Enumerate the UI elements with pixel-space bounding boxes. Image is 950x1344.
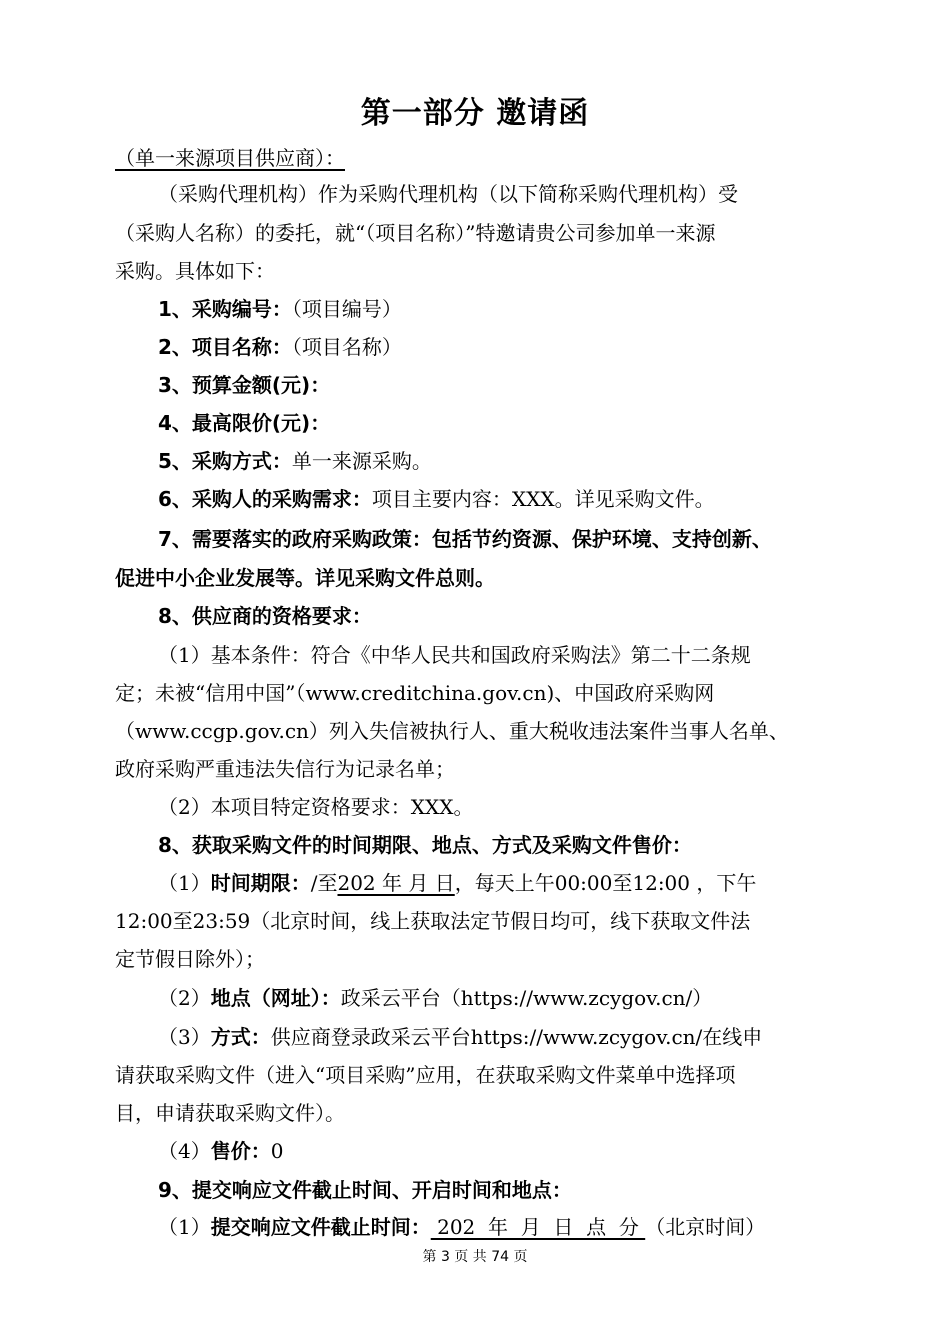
obtain-docs-heading: 8、获取采购文件的时间期限、地点、方式及采购文件售价： [158, 833, 692, 857]
sub-label: 提交响应文件截止时间： [210, 1215, 431, 1239]
intro-line-2: （采购人名称）的委托，就“（项目名称）”特邀请贵公司参加单一来源 [115, 221, 716, 245]
obtain-location [158, 986, 898, 1010]
obtain-method-line-2: 请获取采购文件（进入“项目采购”应用，在获取采购文件菜单中选择项 [115, 1063, 736, 1087]
intro-line-3: 采购。具体如下： [115, 259, 275, 283]
policy-line-1: 7、需要落实的政府采购政策：包括节约资源、保护环境、支持创新、 [158, 527, 772, 551]
item-budget [158, 373, 898, 397]
item-project-name [158, 335, 898, 359]
sub-label: 时间期限： [210, 871, 311, 895]
qualification-line-4: 政府采购严重违法失信行为记录名单； [115, 757, 455, 781]
sub-value: 0 [270, 1139, 284, 1163]
item-requirements [158, 487, 898, 511]
item-max-price [158, 411, 898, 435]
item-label: 3、预算金额(元)： [158, 373, 331, 397]
sub-label: 方式： [210, 1025, 271, 1049]
sub-prefix: （1） [158, 1215, 211, 1239]
qualification-line-3: （www.ccgp.gov.cn）列入失信被执行人、重大税收违法案件当事人名单、 [115, 719, 789, 743]
intro-line-1: （采购代理机构）作为采购代理机构（以下简称采购代理机构）受 [158, 182, 738, 206]
sub-value: 政采云平台（https://www.zcygov.cn/） [340, 986, 713, 1010]
item-label: 6、采购人的采购需求： [158, 487, 372, 511]
date-blank: 202 年 月 日 点 分 [430, 1215, 646, 1239]
item-label: 5、采购方式： [158, 449, 292, 473]
obtain-price [158, 1139, 898, 1163]
sub-prefix: （3） [158, 1025, 211, 1049]
policy-line-2: 促进中小企业发展等。详见采购文件总则。 [115, 566, 495, 590]
qualification-line-2: 定；未被“信用中国”（www.creditchina.gov.cn)、中国政府采购网 [115, 681, 715, 705]
item-label: 1、采购编号： [158, 297, 292, 321]
item-procurement-number [158, 297, 898, 321]
item-value: 项目主要内容：XXX。详见采购文件。 [371, 487, 715, 511]
obtain-method-line-3: 目，申请获取采购文件）。 [115, 1101, 345, 1125]
page-title: 第一部分 邀请函 [360, 96, 590, 131]
sub-label: 售价： [210, 1139, 271, 1163]
sub-label: 地点（网址）： [210, 986, 341, 1010]
item-value: （项目名称） [291, 335, 402, 359]
qualification-line-1: （1）基本条件：符合《中华人民共和国政府采购法》第二十二条规 [158, 643, 751, 667]
sub-prefix: （2） [158, 986, 211, 1010]
item-label: 4、最高限价(元)： [158, 411, 331, 435]
qualification-special: （2）本项目特定资格要求：XXX。 [158, 795, 474, 819]
sub-value: （北京时间） [645, 1215, 766, 1239]
item-procurement-method [158, 449, 898, 473]
addressee: （单一来源项目供应商）： [115, 146, 345, 170]
submission-heading: 9、提交响应文件截止时间、开启时间和地点： [158, 1178, 572, 1202]
date-blank: 202 年 月 日 [337, 871, 455, 895]
submission-deadline [158, 1215, 898, 1239]
sub-prefix: （4） [158, 1139, 211, 1163]
sub-value: 供应商登录政采云平台https://www.zcygov.cn/在线申 [270, 1025, 763, 1049]
qualification-heading: 8、供应商的资格要求： [158, 604, 372, 628]
page-number-footer: 第 3 页 共 74 页 [422, 1249, 528, 1265]
obtain-period-line-2: 12:00至23:59（北京时间，线上获取法定节假日均可，线下获取文件法 [115, 909, 751, 933]
obtain-method-line-1 [158, 1025, 898, 1049]
obtain-period-line-3: 定节假日除外）； [115, 947, 265, 971]
item-value: （项目编号） [291, 297, 402, 321]
obtain-period-line-1 [158, 871, 898, 895]
sub-prefix: （1） [158, 871, 211, 895]
sub-value: ，每天上午00:00至12:00 ，下午 [454, 871, 757, 895]
item-value: 单一来源采购。 [291, 449, 432, 473]
sub-value: /至 [310, 871, 338, 895]
item-label: 2、项目名称： [158, 335, 292, 359]
